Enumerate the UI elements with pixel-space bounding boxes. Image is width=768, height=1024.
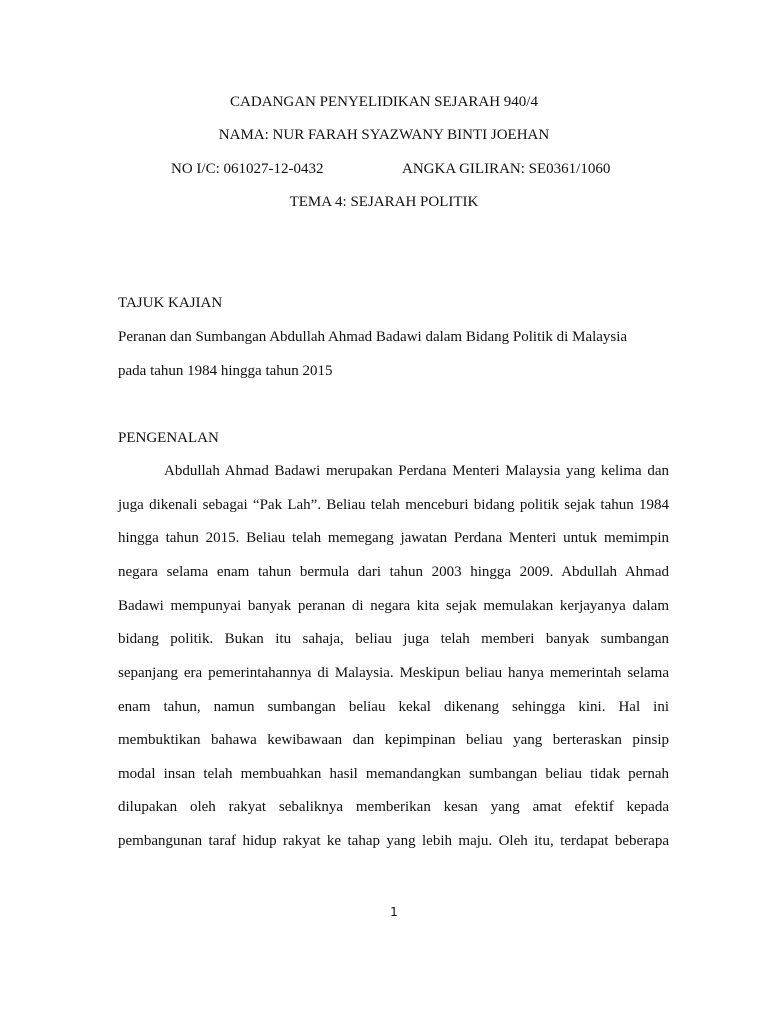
pengenalan-heading: PENGENALAN — [118, 430, 219, 446]
tajuk-line: pada tahun 1984 hingga tahun 2015 — [118, 363, 333, 379]
tema: TEMA 4: SEJARAH POLITIK — [289, 194, 479, 210]
paragraph-line: Abdullah Ahmad Badawi merupakan Perdana Menteri Malaysia yang kelima dan — [164, 463, 669, 479]
paragraph-line: bidang politik. Bukan itu sahaja, beliau juga telah memberi banyak sumbangan — [118, 631, 669, 647]
paragraph-line: Badawi mempunyai banyak peranan di negara kita sejak memulakan kerjayanya dalam — [118, 598, 669, 614]
tajuk-heading: TAJUK KAJIAN — [118, 295, 223, 311]
paragraph-line: hingga tahun 2015. Beliau telah memegang jawatan Perdana Menteri untuk memimpin — [118, 530, 669, 546]
angka-giliran: ANGKA GILIRAN: SE0361/1060 — [402, 161, 611, 177]
document-title: CADANGAN PENYELIDIKAN SEJARAH 940/4 — [230, 94, 538, 110]
paragraph-line: pembangunan taraf hidup rakyat ke tahap yang lebih maju. Oleh itu, terdapat beberapa — [118, 833, 669, 849]
tajuk-line: Peranan dan Sumbangan Abdullah Ahmad Badawi dalam Bidang Politik di Malaysia — [118, 329, 628, 345]
paragraph-line: juga dikenali sebagai “Pak Lah”. Beliau telah menceburi bidang politik sejak tahun 1984 — [118, 497, 669, 513]
paragraph-line: enam tahun, namun sumbangan beliau kekal dikenang sehingga kini. Hal ini — [118, 699, 669, 715]
paragraph-line: sepanjang era pemerintahannya di Malaysia. Meskipun beliau hanya memerintah selama — [118, 665, 669, 681]
ic-number: NO I/C: 061027-12-0432 — [171, 161, 324, 177]
student-name: NAMA: NUR FARAH SYAZWANY BINTI JOEHAN — [218, 127, 550, 143]
paragraph-line: dilupakan oleh rakyat sebaliknya memberikan kesan yang amat efektif kepada — [118, 799, 669, 815]
paragraph-line: modal insan telah membuahkan hasil memandangkan sumbangan beliau tidak pernah — [118, 766, 669, 782]
page-number: 1 — [390, 905, 398, 919]
paragraph-line: negara selama enam tahun bermula dari tahun 2003 hingga 2009. Abdullah Ahmad — [118, 564, 669, 580]
paragraph-line: membuktikan bahawa kewibawaan dan kepimpinan beliau yang berteraskan pinsip — [118, 732, 669, 748]
